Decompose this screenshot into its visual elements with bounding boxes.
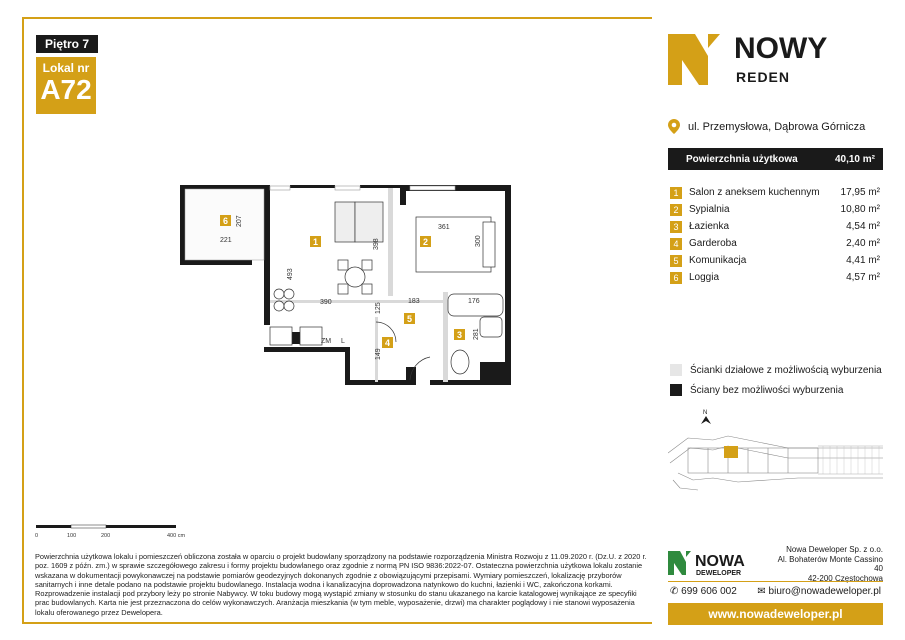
frame-left-line bbox=[22, 17, 24, 622]
room-row bbox=[670, 201, 880, 218]
room-tag-5: 5 bbox=[407, 314, 413, 324]
dim-label: 390 bbox=[320, 299, 332, 306]
room-area: 10,80 m² bbox=[840, 204, 880, 215]
address-row bbox=[668, 119, 865, 134]
room-row bbox=[670, 252, 880, 269]
unit-label: Lokal nr bbox=[42, 61, 90, 75]
room-area: 4,54 m² bbox=[846, 221, 880, 232]
floor-badge: Piętro 7 bbox=[36, 35, 98, 53]
company-name: Nowa Deweloper Sp. z o.o. bbox=[786, 545, 883, 554]
room-row bbox=[670, 235, 880, 252]
room-row bbox=[670, 269, 880, 286]
room-list bbox=[670, 184, 880, 286]
dim-label: 361 bbox=[438, 224, 450, 231]
dim-label: 493 bbox=[287, 268, 294, 280]
room-name: Garderoba bbox=[689, 238, 737, 249]
compass bbox=[701, 410, 711, 424]
dev-logo-name: NOWA bbox=[695, 553, 745, 570]
unit-number: A72 bbox=[40, 74, 92, 105]
room-number-badge: 6 bbox=[670, 272, 682, 284]
company-city: 42-200 Częstochowa bbox=[807, 573, 883, 583]
l-label: L bbox=[341, 338, 345, 345]
website-link[interactable]: www.nowadeweloper.pl bbox=[668, 603, 883, 625]
scale-bar bbox=[35, 522, 185, 544]
unit-highlight bbox=[724, 446, 738, 458]
room-number-badge: 1 bbox=[670, 187, 682, 199]
room-name: Łazienka bbox=[689, 221, 730, 232]
room-tag-2: 2 bbox=[423, 237, 429, 247]
partition-wall-swatch bbox=[670, 364, 682, 376]
room-area: 2,40 m² bbox=[846, 238, 880, 249]
mail-icon: ✉ bbox=[757, 586, 766, 597]
legend-label: Ściany bez możliwości wyburzenia bbox=[690, 384, 844, 396]
address-text: ul. Przemysłowa, Dąbrowa Górnicza bbox=[688, 120, 866, 133]
dim-label: 281 bbox=[473, 328, 480, 340]
phone-number: 699 606 002 bbox=[681, 586, 737, 597]
room-row bbox=[670, 184, 880, 201]
nowy-reden-logo bbox=[668, 32, 888, 87]
company-street: Al. Bohaterów Monte Cassino 40 bbox=[777, 554, 883, 573]
logo-name-2: REDEN bbox=[736, 69, 791, 85]
room-tag-3: 3 bbox=[457, 330, 463, 340]
room-number-badge: 3 bbox=[670, 221, 682, 233]
dim-label: 183 bbox=[408, 298, 420, 305]
usable-area-header bbox=[668, 148, 883, 170]
room-tag-6: 6 bbox=[223, 216, 229, 226]
dim-label: 300 bbox=[475, 235, 482, 247]
dim-label: 207 bbox=[236, 215, 243, 227]
nowa-deweloper-logo bbox=[668, 545, 768, 577]
room-number-badge: 4 bbox=[670, 238, 682, 250]
room-name: Salon z aneksem kuchennym bbox=[689, 187, 820, 198]
legend-item bbox=[670, 380, 882, 400]
unit-badge bbox=[36, 57, 96, 114]
building-site-map bbox=[668, 408, 883, 503]
location-pin-icon bbox=[668, 119, 680, 134]
phone[interactable] bbox=[670, 586, 737, 597]
company-info bbox=[775, 545, 883, 583]
scale-tick: 0 bbox=[35, 533, 39, 539]
frame-bottom-line bbox=[22, 622, 652, 624]
disclaimer-note: Powierzchnia użytkowa lokalu i pomieszczeń obliczona została w oparciu o projekt budowlany sporządzony na podstawie rozporządzenia Ministra Rozwoju z 11.09.2020 r. (Dz.U. z 2020 r. poz. 1609 z późn. zm.) w sprawie szczegółowego zakresu i formy projektu budowlanego oraz zgodnie z normą PN ISO 9836:2022-07. Ostateczna powierzchnia użytkowa lokalu zostanie wskazana w dokumentacji powykonawczej na podstawie pomiarów geodezyjnych dokonanych zgodnie z obowiązującymi przepisami. Wymiary pomieszczeń, lokalizację przyborów sanitarnych i inne detale podano na podstawie projektu budowlanego. Instalacja wodna i kanalizacyjna doprowadzona natynkowo do kuchni, łazienki i WC, zakończona korkami. Rozprowadzenie instalacji pod przybory leży po stronie Nabywcy. W toku budowy mogą wystąpić zmiany w stosunku do stanu ukazanego na karcie katalogowej wynikające ze specyfiki prac budowlanych. Karta nie jest przeznaczona do celów wykonawczych. Aranżacja mieszkania (w tym meble, wyposażenie, drzwi) ma charakter poglądowy i nie stanowi wyposażenia lokalu oferowanego przez Dewelopera. bbox=[35, 552, 647, 617]
contact-row bbox=[668, 581, 883, 601]
compass-label: N bbox=[703, 410, 708, 416]
dev-logo-sub: DEWELOPER bbox=[696, 570, 742, 577]
room-tag-4: 4 bbox=[385, 338, 391, 348]
room-area: 4,57 m² bbox=[846, 272, 880, 283]
scale-tick: 200 bbox=[101, 533, 111, 539]
dim-label: 125 bbox=[375, 302, 382, 314]
scale-tick: 100 bbox=[67, 533, 77, 539]
room-area: 17,95 m² bbox=[840, 187, 880, 198]
email-address: biuro@nowadeweloper.pl bbox=[768, 586, 881, 597]
dim-label: 398 bbox=[373, 238, 380, 250]
room-name: Loggia bbox=[689, 272, 720, 283]
room-name: Komunikacja bbox=[689, 255, 747, 266]
wall-legend bbox=[670, 360, 882, 400]
dim-label: 221 bbox=[220, 237, 232, 244]
room-row bbox=[670, 218, 880, 235]
phone-icon: ✆ bbox=[670, 586, 679, 597]
frame-top-line bbox=[22, 17, 652, 19]
usable-area-label: Powierzchnia użytkowa bbox=[686, 153, 798, 165]
email[interactable] bbox=[757, 586, 881, 597]
scale-tick: 400 cm bbox=[167, 533, 185, 539]
floor-plan bbox=[180, 182, 515, 397]
room-area: 4,41 m² bbox=[846, 255, 880, 266]
usable-area-value: 40,10 m² bbox=[834, 153, 875, 165]
logo-name-1: NOWY bbox=[734, 32, 828, 65]
compass-arrow-icon bbox=[701, 416, 711, 424]
legend-label: Ścianki działowe z możliwością wyburzenia bbox=[690, 364, 882, 376]
load-bearing-wall-swatch bbox=[670, 384, 682, 396]
room-tag-1: 1 bbox=[313, 237, 319, 247]
dim-label: 149 bbox=[375, 348, 382, 360]
dim-label: 176 bbox=[468, 298, 480, 305]
legend-item bbox=[670, 360, 882, 380]
room-name: Sypialnia bbox=[689, 204, 730, 215]
room-number-badge: 5 bbox=[670, 255, 682, 267]
room-number-badge: 2 bbox=[670, 204, 682, 216]
zm-label: ZM bbox=[321, 338, 332, 345]
